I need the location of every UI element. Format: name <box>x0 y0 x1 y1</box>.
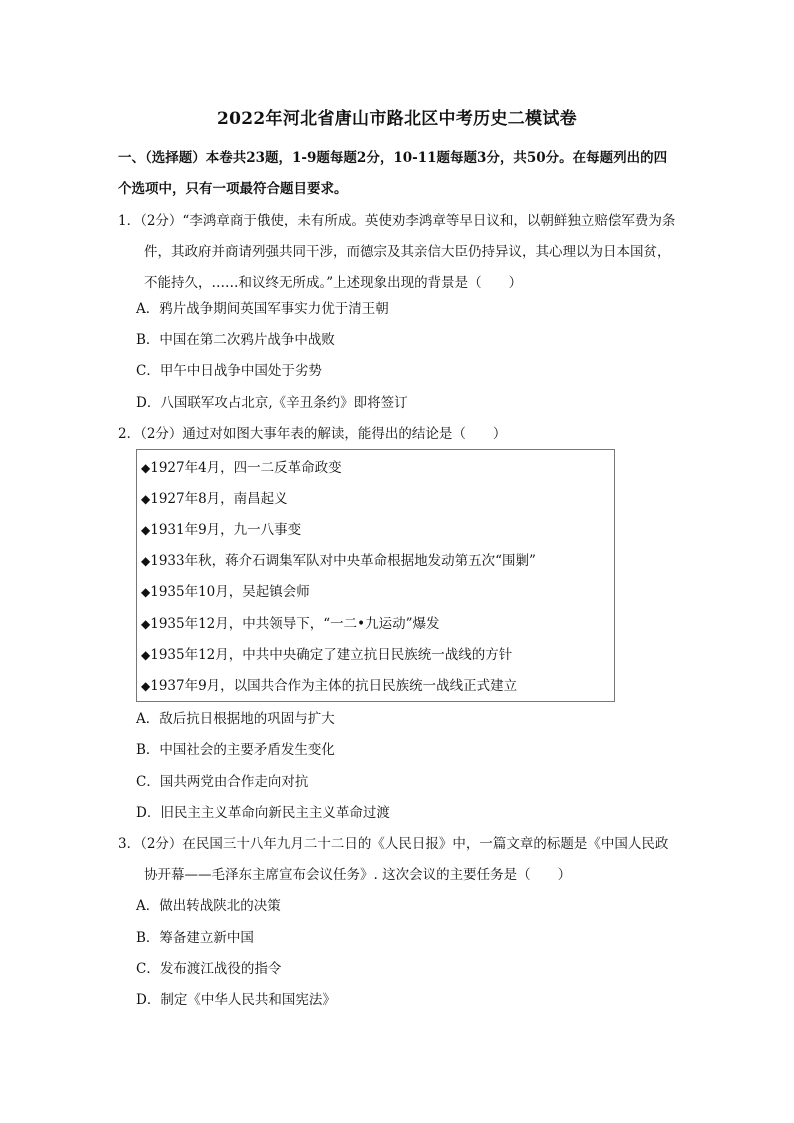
question-2-option-b: B．中国社会的主要矛盾发生变化 <box>136 742 335 758</box>
diamond-bullet-icon: ◆ <box>141 679 151 693</box>
exam-title: 2022年河北省唐山市路北区中考历史二模试卷 <box>217 109 577 129</box>
chronology-table <box>136 449 615 702</box>
question-1-option-c: C．甲午中日战争中国处于劣势 <box>136 363 322 379</box>
timeline-item: ◆1935年12月，中共中央确定了建立抗日民族统一战线的方针 <box>141 647 513 663</box>
question-2 <box>118 419 678 450</box>
timeline-item: ◆1933年秋，蒋介石调集军队对中央革命根据地发动第五次“围剿” <box>141 553 536 569</box>
question-2-option-c: C．国共两党由合作走向对抗 <box>136 774 309 790</box>
diamond-bullet-icon: ◆ <box>141 492 151 506</box>
diamond-bullet-icon: ◆ <box>141 461 151 475</box>
question-3-option-b: B．筹备建立新中国 <box>136 930 254 946</box>
section-heading: 一、（选择题）本卷共23题，1-9题每题2分，10-11题每题3分，共50分。在每题列出的四个选项中，只有一项最符合题目要求。 <box>118 150 668 197</box>
question-3-option-d: D．制定《中华人民共和国宪法》 <box>136 992 336 1008</box>
question-3-option-c: C．发布渡江战役的指令 <box>136 961 282 977</box>
question-2-stem: 2．（2分）通过对如图大事年表的解读，能得出的结论是（ ） <box>118 426 507 442</box>
timeline-item: ◆1935年10月，吴起镇会师 <box>141 584 310 600</box>
timeline-item: ◆1931年9月，九一八事变 <box>141 522 302 538</box>
diamond-bullet-icon: ◆ <box>141 648 151 662</box>
question-1-option-b: B．中国在第二次鸦片战争中战败 <box>136 332 335 348</box>
diamond-bullet-icon: ◆ <box>141 617 151 631</box>
timeline-item: ◆1935年12月，中共领导下，“一二•九运动”爆发 <box>141 616 440 632</box>
diamond-bullet-icon: ◆ <box>141 523 151 537</box>
question-3 <box>118 829 678 891</box>
question-1-stem: 1．（2分）“李鸿章商于俄使，未有所成。英使劝李鸿章等早日议和，以朝鲜独立赔偿军费为条件，其政府并商请列强共同干涉，而德宗及其亲信大臣仍持异议，其心理以为日本国贫，不能持久，……和议终无所成。”上述现象出现的背景是（ ） <box>118 213 676 291</box>
timeline-item: ◆1937年9月，以国共合作为主体的抗日民族统一战线正式建立 <box>141 678 518 694</box>
diamond-bullet-icon: ◆ <box>141 585 151 599</box>
timeline-item: ◆1927年4月，四一二反革命政变 <box>141 460 342 476</box>
diamond-bullet-icon: ◆ <box>141 554 151 568</box>
question-3-option-a: A．做出转战陕北的决策 <box>136 898 281 914</box>
question-1 <box>118 206 678 299</box>
timeline-item: ◆1927年8月，南昌起义 <box>141 491 288 507</box>
question-3-stem: 3．（2分）在民国三十八年九月二十二日的《人民日报》中，一篇文章的标题是《中国人民政协开幕——毛泽东主席宣布会议任务》. 这次会议的主要任务是（ ） <box>118 836 669 883</box>
question-2-option-d: D．旧民主主义革命向新民主主义革命过渡 <box>136 805 390 821</box>
question-1-option-d: D．八国联军攻占北京,《辛丑条约》即将签订 <box>136 395 408 411</box>
question-1-option-a: A．鸦片战争期间英国军事实力优于清王朝 <box>136 301 389 317</box>
question-2-option-a: A．敌后抗日根据地的巩固与扩大 <box>136 711 335 727</box>
